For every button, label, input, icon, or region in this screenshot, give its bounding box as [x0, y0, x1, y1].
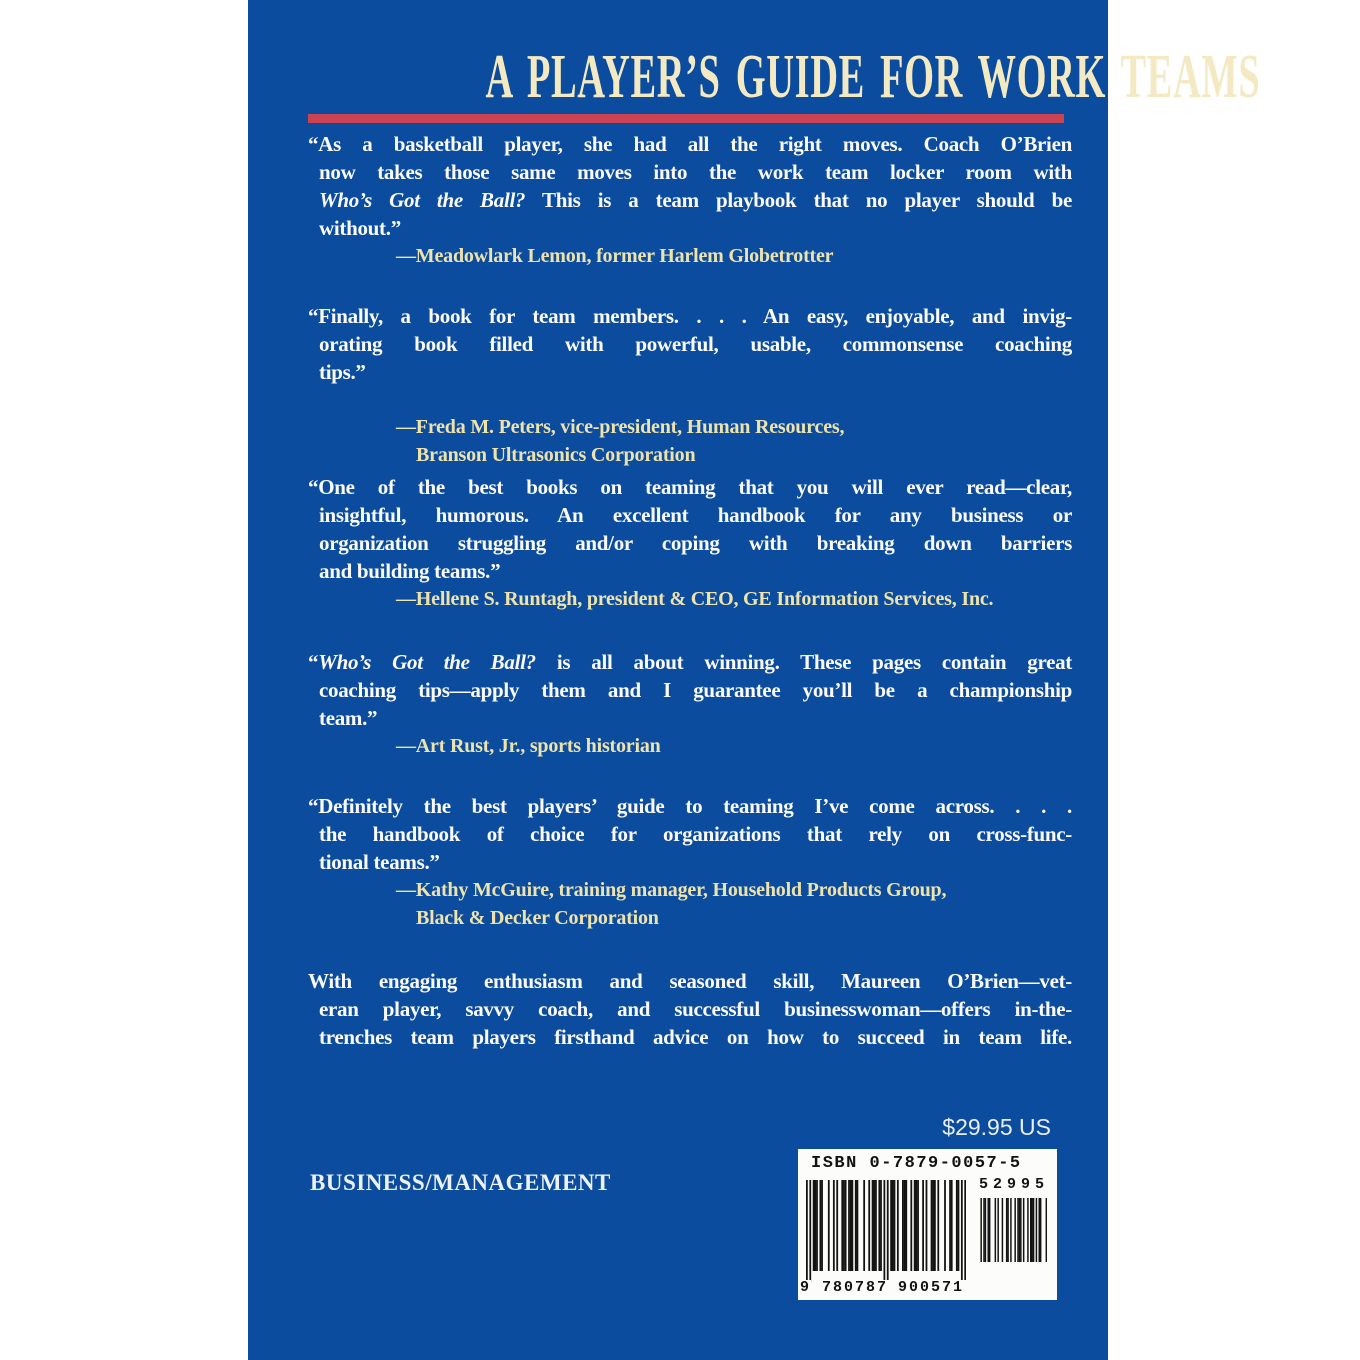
- red-divider-rule: [308, 114, 1064, 123]
- header-banner: [248, 43, 1261, 111]
- quote-line: now takes those same moves into the work team locker room with: [319, 160, 1072, 184]
- testimonial-quote-4: [308, 648, 1072, 760]
- attribution-line-2: Branson Ultrasonics Corporation: [416, 444, 696, 466]
- category-label: BUSINESS/MANAGEMENT: [310, 1170, 611, 1195]
- testimonial-quote-2: [308, 302, 1072, 469]
- quote-text: “: [308, 650, 319, 674]
- quote-line: coaching tips—apply them and I guarantee you’ll be a championship: [319, 678, 1072, 702]
- quote-line: “Finally, a book for team members. . . . An easy, enjoyable, and invig-: [308, 304, 1072, 328]
- ean-barcode: [806, 1180, 966, 1282]
- supplement-digits: 52995: [978, 1176, 1049, 1193]
- paragraph-line: eran player, savvy coach, and successful businesswoman—offers in-the-: [319, 997, 1072, 1021]
- quote-text: is all about winning. These pages contain great: [535, 650, 1072, 674]
- quote-line: the handbook of choice for organizations that rely on cross-func-: [319, 822, 1072, 846]
- quote-line: tional teams.”: [319, 850, 440, 874]
- quote-line: and building teams.”: [319, 559, 501, 583]
- quote-line: without.”: [319, 216, 401, 240]
- testimonial-quote-3: [308, 473, 1072, 613]
- ean-digits: [798, 1280, 974, 1296]
- quote-line: team.”: [319, 706, 378, 730]
- quote-line: “Definitely the best players’ guide to teaming I’ve come across. . . .: [308, 794, 1072, 818]
- barcode-panel: [798, 1149, 1057, 1300]
- price-label: $29.95 US: [942, 1114, 1051, 1140]
- testimonial-quote-1: [308, 130, 1072, 270]
- attribution: —Kathy McGuire, training manager, Household Products Group,: [396, 879, 947, 901]
- paragraph-line: With engaging enthusiasm and seasoned skill, Maureen O’Brien—vet-: [308, 969, 1072, 993]
- closing-paragraph: [308, 967, 1072, 1051]
- quote-line: [308, 648, 1072, 676]
- book-title-italic: Who’s Got the Ball?: [318, 650, 536, 674]
- isbn-text: ISBN 0-7879-0057-5: [811, 1154, 1022, 1173]
- ean-left-digits: 780787: [822, 1279, 889, 1296]
- quote-line: insightful, humorous. An excellent handbook for any business or: [319, 503, 1072, 527]
- ean-right-digits: 900571: [898, 1279, 965, 1296]
- ean-lead-digit: 9: [800, 1279, 812, 1296]
- attribution: —Freda M. Peters, vice-president, Human Resources,: [396, 416, 845, 438]
- quote-line: tips.”: [319, 360, 366, 384]
- paragraph-line: trenches team players firsthand advice on how to succeed in team life.: [319, 1025, 1072, 1049]
- book-title-italic: Who’s Got the Ball?: [319, 188, 526, 212]
- quote-line: [308, 186, 1072, 214]
- quote-line: orating book filled with powerful, usable, commonsense coaching: [319, 332, 1072, 356]
- attribution: —Hellene S. Runtagh, president & CEO, GE Information Services, Inc.: [396, 588, 994, 610]
- supplement-barcode: [979, 1198, 1047, 1262]
- page-title: A PLAYER’S GUIDE FOR WORK TEAMS: [485, 43, 1261, 111]
- attribution: —Art Rust, Jr., sports historian: [396, 735, 661, 757]
- book-back-cover: [248, 0, 1261, 1360]
- quote-text: This is a team playbook that no player should be: [525, 188, 1072, 212]
- quote-line: “As a basketball player, she had all the right moves. Coach O’Brien: [308, 132, 1072, 156]
- quote-line: organization struggling and/or coping with breaking down barriers: [319, 531, 1072, 555]
- quote-line: “One of the best books on teaming that you will ever read—clear,: [308, 475, 1072, 499]
- attribution: —Meadowlark Lemon, former Harlem Globetrotter: [396, 245, 834, 267]
- attribution-line-2: Black & Decker Corporation: [416, 907, 659, 929]
- testimonial-quote-5: [308, 792, 1072, 932]
